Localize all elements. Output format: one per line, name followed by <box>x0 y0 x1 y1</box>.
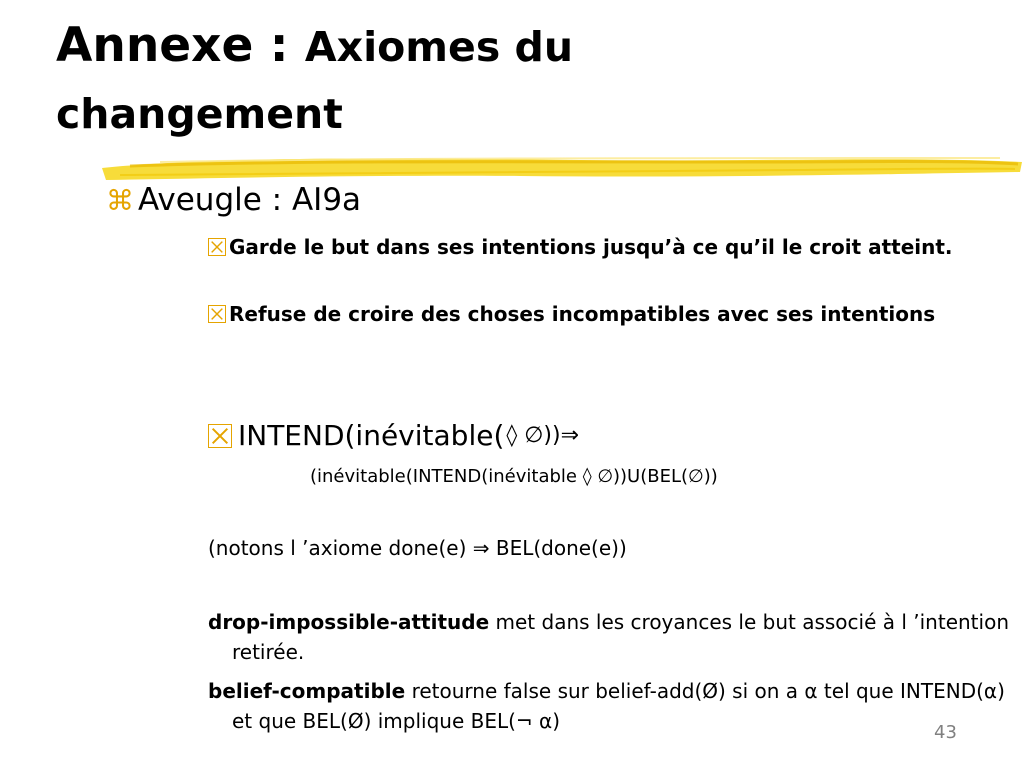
drop-impossible-text: met dans les croyances le but associé à l ’intention retirée. <box>232 610 1009 664</box>
command-key-icon: ⌘ <box>106 184 134 217</box>
subitem-goal-text: Garde le but dans ses intentions jusqu’à ce qu’il le croit atteint. <box>229 235 953 259</box>
brush-stroke-divider <box>100 148 1024 184</box>
heading-text: Aveugle : AI9a <box>138 182 362 218</box>
intend-line <box>208 419 579 452</box>
checkbox-x-icon <box>208 305 226 323</box>
subitem-refuse-text: Refuse de croire des choses incompatibles avec ses intentions <box>229 302 936 326</box>
belief-compatible-term: belief-compatible <box>208 679 406 703</box>
drop-impossible-paragraph <box>208 607 1022 667</box>
checkbox-x-icon <box>208 238 226 256</box>
belief-compatible-paragraph <box>208 676 1022 736</box>
checkbox-x-icon <box>208 424 232 448</box>
subitem-refuse <box>208 299 1012 329</box>
title-part-axiomes: Axiomes du <box>304 23 574 71</box>
drop-impossible-term: drop-impossible-attitude <box>208 610 490 634</box>
title-part-changement: changement <box>56 90 343 138</box>
axiom-note: (notons l ’axiome done(e) ⇒ BEL(done(e)) <box>208 536 627 560</box>
subitem-goal <box>208 232 1012 262</box>
intend-symbols: ◊ ∅))⇒ <box>506 423 580 448</box>
page-number: 43 <box>934 722 957 743</box>
formula-line: (inévitable(INTEND(inévitable ◊ ∅))U(BEL(∅)) <box>310 466 718 487</box>
heading-bullet-line <box>106 182 361 218</box>
title-part-annexe: Annexe : <box>56 18 305 73</box>
slide-title <box>56 14 856 149</box>
intend-prefix: INTEND(inévitable( <box>238 419 505 452</box>
belief-compatible-text: retourne false sur belief-add(Ø) si on a α tel que INTEND(α) et que BEL(Ø) implique BEL(¬ α) <box>232 679 1005 733</box>
